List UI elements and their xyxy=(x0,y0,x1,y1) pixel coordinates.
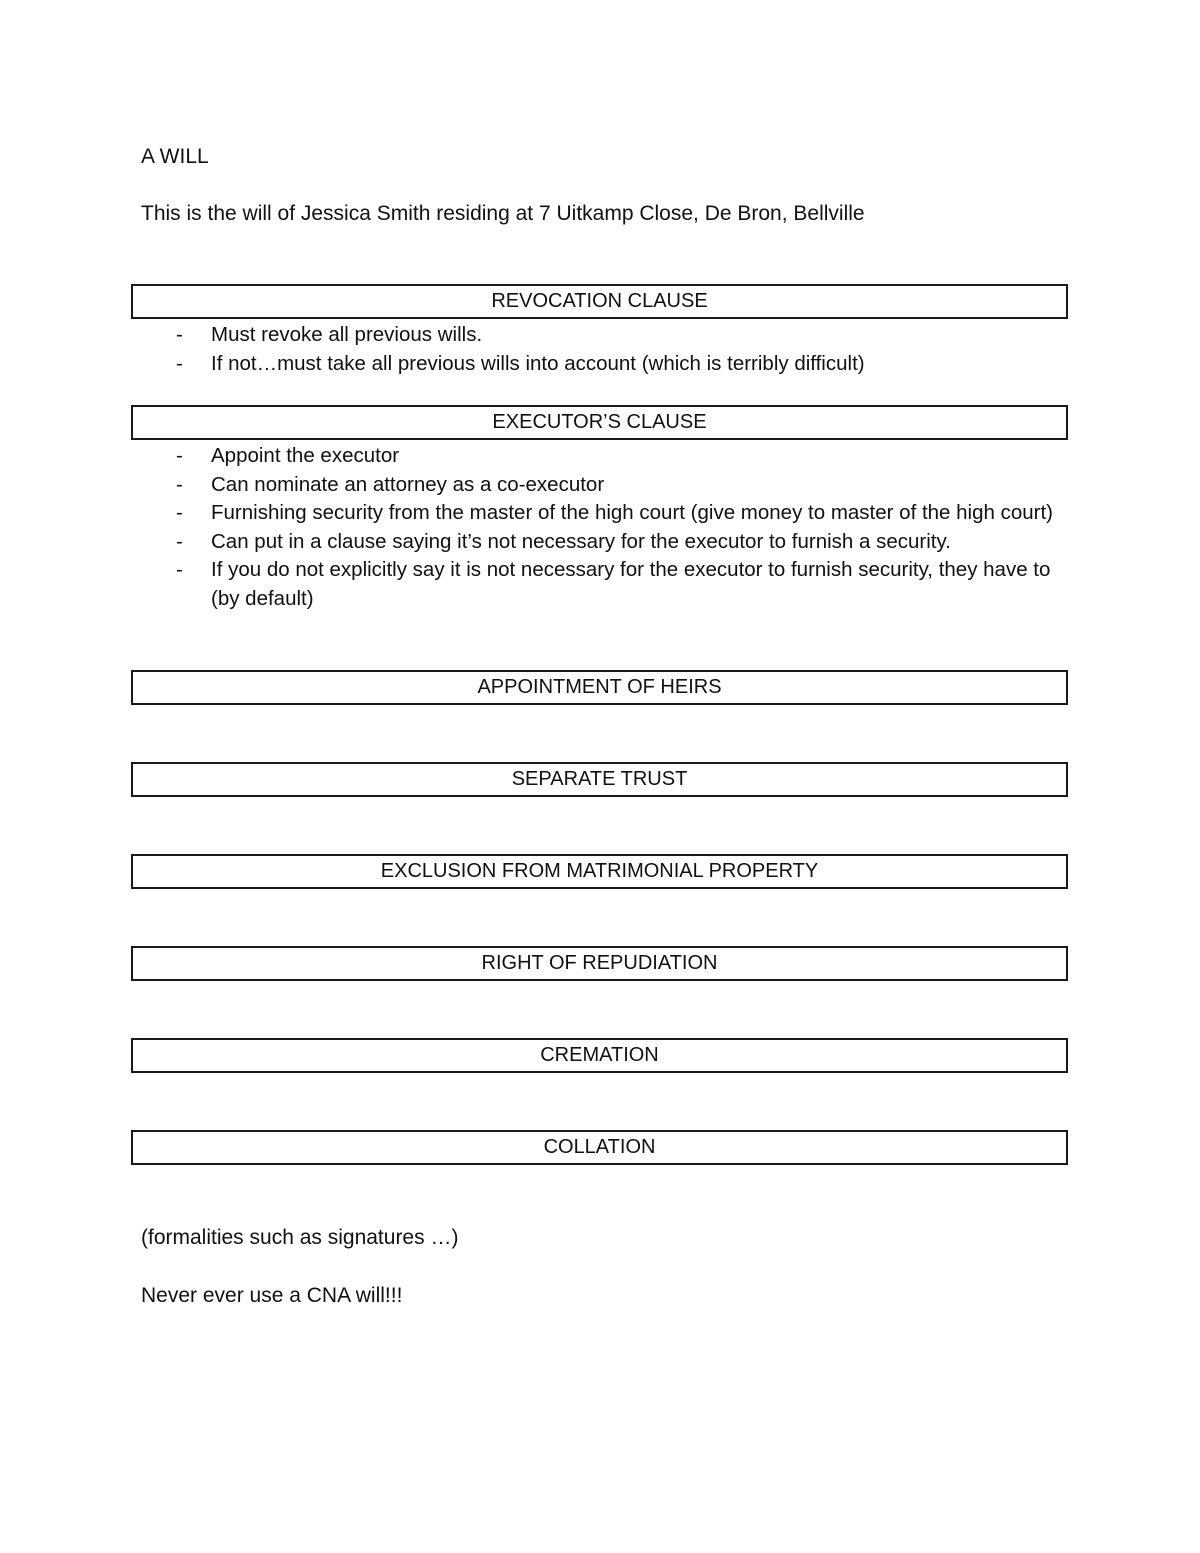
list-item: - If you do not explicitly say it is not necessary for the executor to furnish security, they have to (by default) xyxy=(176,558,1051,610)
list-item: - Furnishing security from the master of the high court (give money to master of the high court) xyxy=(176,499,1066,528)
bullet-marker: - xyxy=(176,472,183,496)
list-item: - Must revoke all previous wills. xyxy=(176,321,1066,350)
section-heading-revocation: REVOCATION CLAUSE xyxy=(131,284,1068,319)
section-heading-collation: COLLATION xyxy=(131,1130,1068,1165)
document-title: A WILL xyxy=(141,145,209,168)
intro-line: This is the will of Jessica Smith residing at 7 Uitkamp Close, De Bron, Bellville xyxy=(141,202,865,225)
bullet-marker: - xyxy=(176,444,183,467)
section-heading-exclusion-matrimonial-property: EXCLUSION FROM MATRIMONIAL PROPERTY xyxy=(131,854,1068,889)
revocation-bullet-list xyxy=(176,321,1066,378)
list-item: - Can put in a clause saying it’s not necessary for the executor to furnish a security. xyxy=(176,528,1066,557)
list-item: - Appoint the executor xyxy=(176,442,1066,471)
bullet-marker: - xyxy=(176,351,183,375)
section-heading-appointment-of-heirs: APPOINTMENT OF HEIRS xyxy=(131,670,1068,705)
section-heading-cremation: CREMATION xyxy=(131,1038,1068,1073)
section-heading-right-of-repudiation: RIGHT OF REPUDIATION xyxy=(131,946,1068,981)
list-item: - If not…must take all previous wills into account (which is terribly difficult) xyxy=(176,350,1066,379)
section-heading-executor: EXECUTOR’S CLAUSE xyxy=(131,405,1068,440)
warning-note: Never ever use a CNA will!!! xyxy=(141,1284,403,1307)
bullet-marker: - xyxy=(176,323,183,346)
executor-bullet-list xyxy=(176,442,1066,613)
formalities-note: (formalities such as signatures …) xyxy=(141,1226,459,1249)
bullet-marker: - xyxy=(176,558,183,581)
bullet-marker: - xyxy=(176,501,183,524)
list-item: - Can nominate an attorney as a co-executor xyxy=(176,471,1066,500)
bullet-marker: - xyxy=(176,529,183,553)
section-heading-separate-trust: SEPARATE TRUST xyxy=(131,762,1068,797)
